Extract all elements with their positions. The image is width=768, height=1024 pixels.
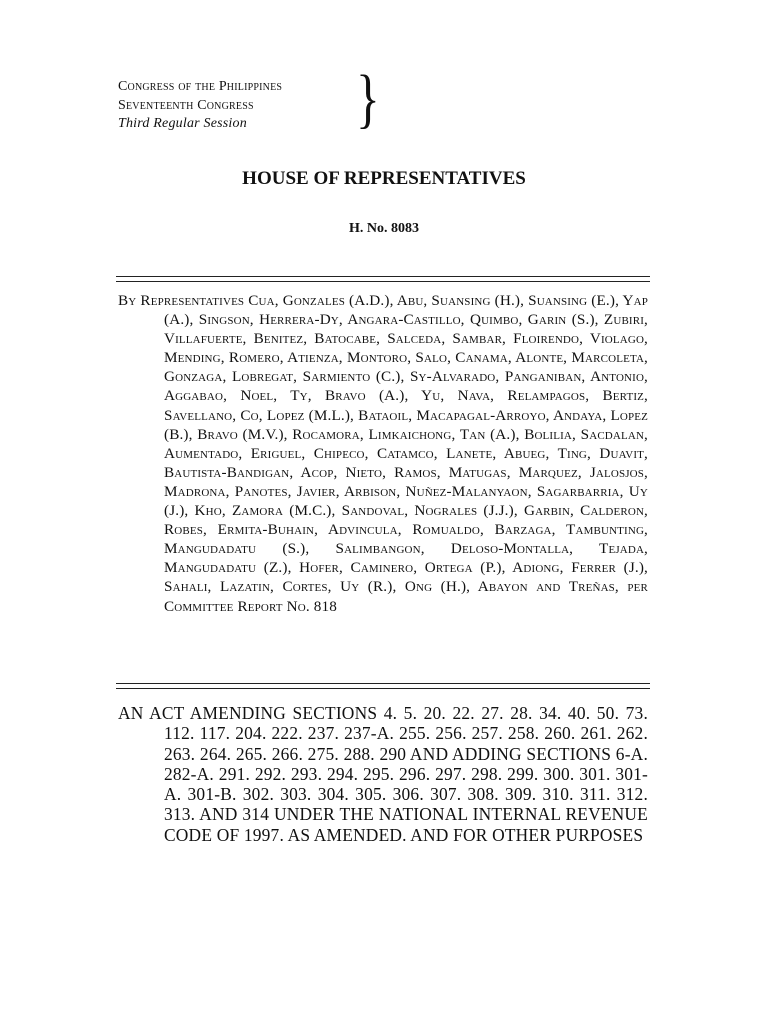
chamber-title: HOUSE OF REPRESENTATIVES [242, 168, 526, 189]
bill-number: H. No. 8083 [349, 221, 419, 236]
header-brace: } [356, 62, 380, 135]
authors-paragraph: By Representatives Cua, Gonzales (A.D.), Abu, Suansing (H.), Suansing (E.), Yap (A.), Singson, Herrera-Dy, Angara-Castillo, Quimbo, Garin (S.), Zubiri, Villafuerte, Benitez, Batocabe, Salceda, Sambar, Floirendo, Violago, Mending, Romero, Atienza, Montoro, Salo, Canama, Alonte, Marcoleta, Gonzaga, Lobregat, Sarmiento (C.), Sy-Alvarado, Panganiban, Antonio, Aggabao, Noel, Ty, Bravo (A.), Yu, Nava, Relampagos, Bertiz, Savellano, Co, Lopez (M.L.), Bataoil, Macapagal-Arroyo, Andaya, Lopez (B.), Bravo (M.V.), Rocamora, Limkaichong, Tan (A.), Bolilia, Sacdalan, Aumentado, Eriguel, Chipeco, Catamco, Lanete, Abueg, Ting, Duavit, Bautista-Bandigan, Acop, Nieto, Ramos, Matugas, Marquez, Jalosjos, Madrona, Panotes, Javier, Arbison, Nuñez-Malanyaon, Sagarbarria, Uy (J.), Kho, Zamora (M.C.), Sandoval, Nograles (J.J.), Garbin, Calderon, Robes, Ermita-Buhain, Advincula, Romualdo, Barzaga, Tambunting, Mangudadatu (S.), Salimbangon, Deloso-Montalla, Tejada, Mangudadatu (Z.), Hofer, Caminero, Ortega (P.), Adiong, Ferrer (J.), Sahali, Lazatin, Cortes, Uy (R.), Ong (H.), Abayon and Treñas, per Committee Report No. 818 [118, 292, 648, 615]
congress-number: Seventeenth Congress [118, 97, 254, 113]
congress-name: Congress of the Philippines [118, 79, 283, 94]
act-title: AN ACT AMENDING SECTIONS 4. 5. 20. 22. 27. 28. 34. 40. 50. 73. 112. 117. 204. 222. 237. 237-A. 255. 256. 257. 258. 260. 261. 262. 263. 264. 265. 266. 275. 288. 290 AND ADDING SECTIONS 6-A. 282-A. 291. 292. 293. 294. 295. 296. 297. 298. 299. 300. 301. 301-A. 301-B. 302. 303. 304. 305. 306. 307. 308. 309. 310. 311. 312. 313. AND 314 UNDER THE NATIONAL INTERNAL REVENUE CODE OF 1997. AS AMENDED. AND FOR OTHER PURPOSES [118, 703, 648, 845]
congress-header [118, 78, 282, 134]
double-rule-top [116, 276, 650, 282]
double-rule-middle [116, 683, 650, 689]
session-name: Third Regular Session [118, 116, 247, 131]
